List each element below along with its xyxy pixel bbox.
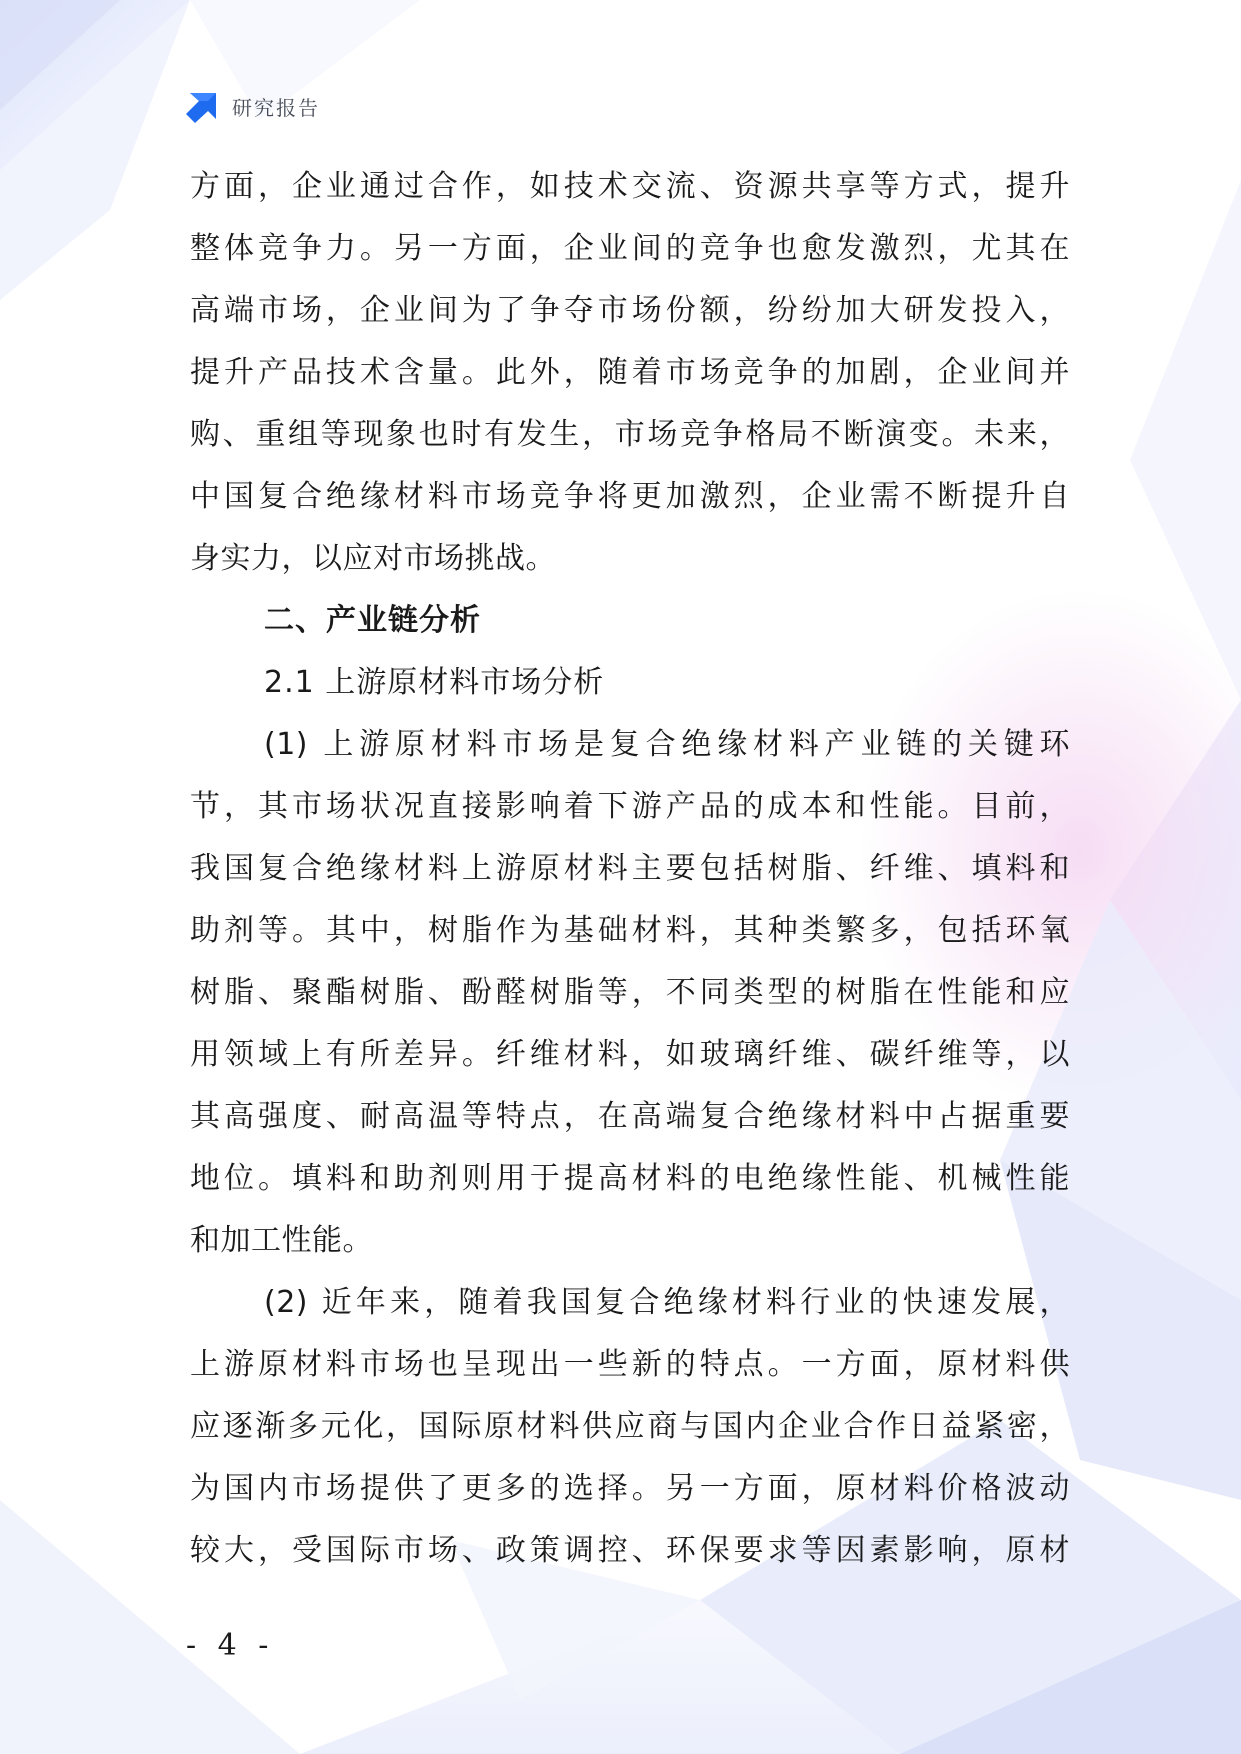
paragraph-line: (1) 上游原材料市场是复合绝缘材料产业链的关键环 <box>264 727 1070 762</box>
subsection-heading: 2.1 上游原材料市场分析 <box>264 665 605 700</box>
paragraph-line: 较大，受国际市场、政策调控、环保要求等因素影响，原材 <box>190 1533 1070 1568</box>
paragraph-line: 我国复合绝缘材料上游原材料主要包括树脂、纤维、填料和 <box>190 851 1070 886</box>
paragraph-line: 上游原材料市场也呈现出一些新的特点。一方面，原材料供 <box>190 1347 1070 1382</box>
text-line: 方面，企业通过合作，如技术交流、资源共享等方式，提升 <box>190 169 1070 204</box>
text-line: 高端市场，企业间为了争夺市场份额，纷纷加大研发投入， <box>190 293 1070 328</box>
paragraph-line: 用领域上有所差异。纤维材料，如玻璃纤维、碳纤维等，以 <box>190 1037 1070 1072</box>
paragraph-line: 地位。填料和助剂则用于提高材料的电绝缘性能、机械性能 <box>190 1161 1070 1196</box>
paragraph-line: 为国内市场提供了更多的选择。另一方面，原材料价格波动 <box>190 1471 1070 1506</box>
paragraph-line: 节，其市场状况直接影响着下游产品的成本和性能。目前， <box>190 789 1070 824</box>
paragraph-line: 其高强度、耐高温等特点，在高端复合绝缘材料中占据重要 <box>190 1099 1070 1134</box>
text-line: 整体竞争力。另一方面，企业间的竞争也愈发激烈，尤其在 <box>190 231 1070 266</box>
arrow-up-right-icon <box>186 89 220 123</box>
paragraph-line: (2) 近年来，随着我国复合绝缘材料行业的快速发展， <box>264 1285 1070 1320</box>
paragraph-line: 助剂等。其中，树脂作为基础材料，其种类繁多，包括环氧 <box>190 913 1070 948</box>
text-line: 提升产品技术含量。此外，随着市场竞争的加剧，企业间并 <box>190 355 1070 390</box>
text-line: 中国复合绝缘材料市场竞争将更加激烈，企业需不断提升自 <box>190 479 1070 514</box>
paragraph-line: 应逐渐多元化，国际原材料供应商与国内企业合作日益紧密， <box>190 1409 1070 1444</box>
paragraph-line: 和加工性能。 <box>190 1223 373 1258</box>
document-body <box>190 156 1070 1582</box>
header-title: 研究报告 <box>232 95 320 120</box>
text-line: 身实力，以应对市场挑战。 <box>190 541 556 576</box>
paragraph-line: 树脂、聚酯树脂、酚醛树脂等，不同类型的树脂在性能和应 <box>190 975 1070 1010</box>
section-heading: 二、产业链分析 <box>264 603 481 638</box>
text-line: 购、重组等现象也时有发生，市场竞争格局不断演变。未来， <box>190 417 1070 452</box>
page-number: - 4 - <box>186 1628 275 1663</box>
report-header <box>186 88 320 124</box>
